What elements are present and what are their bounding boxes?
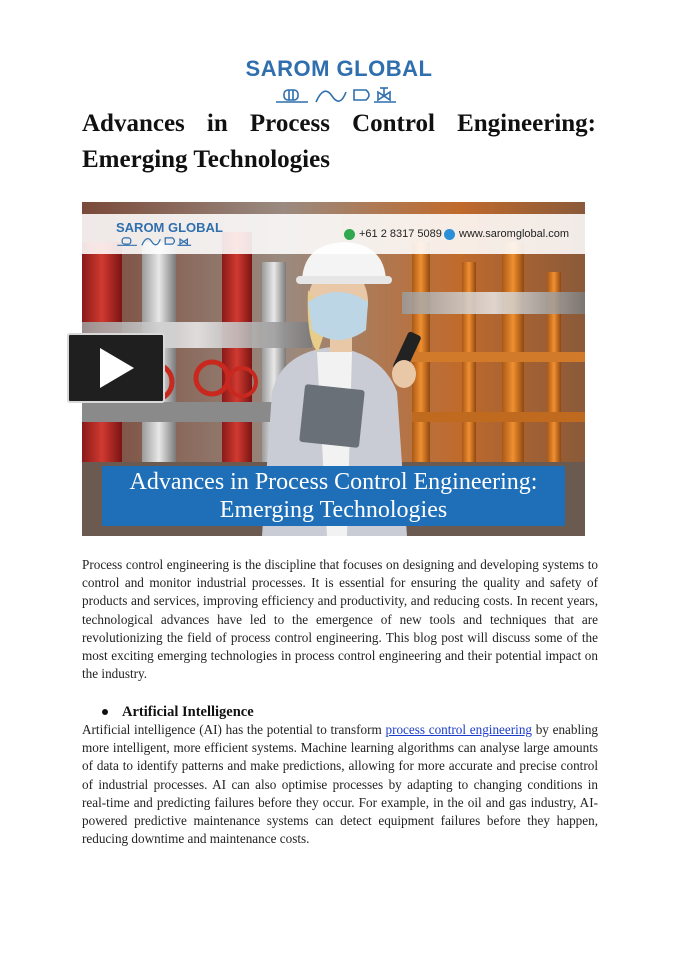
process-control-link[interactable]: process control engineering — [385, 722, 533, 737]
section-heading — [102, 703, 254, 721]
phone-icon — [344, 229, 355, 240]
banner-phone-text: +61 2 8317 5089 — [359, 228, 442, 240]
logo-text: SAROM GLOBAL — [245, 56, 433, 81]
play-button[interactable] — [67, 333, 165, 403]
banner-caption-line1: Advances in Process Control Engineering: — [129, 469, 538, 495]
banner-logo — [116, 220, 223, 247]
banner-website-text: www.saromglobal.com — [459, 228, 570, 240]
tank-icon — [354, 90, 369, 100]
banner-website — [444, 228, 569, 240]
banner-logo-text: SAROM GLOBAL — [116, 220, 223, 235]
section-text-after-link: by enabling more intelligent, more efficient systems. Machine learning algorithms can analyse large amounts of data to identify patterns and make predictions, allowing for more accurate and precise control of industrial processes. AI can also optimise processes by adapting to changing conditions in real-time and predicting failures before they occur. For example, in the oil and gas industry, AI-powered predictive maintenance systems can detect equipment failures before they happen, reducing downtime and maintenance costs. — [82, 722, 599, 847]
pipe-fitting-icon — [276, 90, 308, 102]
banner-phone — [344, 228, 442, 240]
company-logo — [0, 56, 678, 104]
banner-caption — [102, 466, 565, 526]
banner-logo-icons — [116, 235, 196, 247]
logo-icons — [274, 86, 404, 104]
play-icon — [96, 346, 136, 390]
bullet-icon — [102, 709, 108, 715]
valve-icon — [374, 88, 396, 102]
intro-paragraph: Process control engineering is the discipline that focuses on designing and developing systems to control and monitor industrial processes. It is essential for ensuring the quality and safety of products and services, improving efficiency and productivity, and reducing costs. In recent years, technological advances have led to the emergence of new tools and techniques that are revolutionizing the field of process control engineering. This blog post will discuss some of the most exciting emerging technologies in process control engineering and their potential impact on the industry. — [82, 557, 598, 682]
wave-icon — [316, 91, 346, 102]
page-title: Advances in Process Control Engineering: Emerging Technologies — [82, 110, 596, 173]
banner-caption-line2: Emerging Technologies — [219, 497, 448, 523]
globe-icon — [444, 229, 455, 240]
section-paragraph — [82, 721, 598, 848]
section-text-before-link: Artificial intelligence (AI) has the potential to transform — [82, 722, 386, 737]
section-heading-text: Artificial Intelligence — [122, 704, 254, 720]
